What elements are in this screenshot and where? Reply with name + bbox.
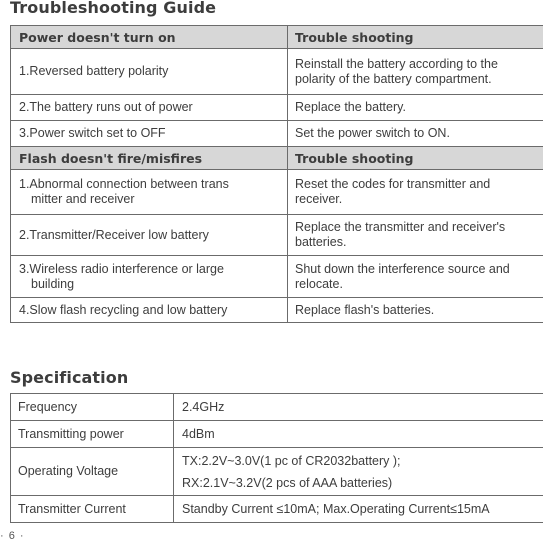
problem-text: 1.Abnormal connection between trans [19,177,229,191]
problem-text-cont: building [31,276,75,291]
problem-text: 3.Wireless radio interference or large [19,261,224,276]
spec-value: Standby Current ≤10mA; Max.Operating Current≤15mA [174,496,543,523]
solution-cell: Reset the codes for transmitter and receiver. [288,170,543,215]
specification-title: Specification [10,368,129,387]
specification-table [10,393,543,523]
table-row [11,448,543,496]
problem-cell [11,256,288,298]
spec-label: Transmitting power [11,421,174,448]
header-solution: Trouble shooting [288,147,543,170]
table-row [11,49,543,95]
troubleshooting-table [10,25,543,323]
header-solution: Trouble shooting [288,26,543,49]
solution-cell: Set the power switch to ON. [288,121,543,147]
table-row [11,421,543,448]
table-row [11,170,543,215]
header-problem: Flash doesn't fire/misfires [11,147,288,170]
section-header-flash [11,147,543,170]
solution-cell: Replace the transmitter and receiver's batteries. [288,215,543,256]
problem-cell: 3.Power switch set to OFF [11,121,288,147]
table-row [11,95,543,121]
spec-value-line: RX:2.1V~3.2V(2 pcs of AAA batteries) [182,475,393,490]
problem-cell [11,170,288,215]
solution-cell: Replace the battery. [288,95,543,121]
spec-label: Frequency [11,394,174,421]
problem-cell: 4.Slow flash recycling and low battery [11,298,288,323]
table-row [11,121,543,147]
header-problem: Power doesn't turn on [11,26,288,49]
section-header-power [11,26,543,49]
table-row [11,256,543,298]
problem-cell: 2.Transmitter/Receiver low battery [11,215,288,256]
troubleshooting-title: Troubleshooting Guide [10,0,217,17]
spec-value-line: TX:2.2V~3.0V(1 pc of CR2032battery ); [182,453,401,468]
table-row [11,496,543,523]
spec-value [174,448,543,496]
spec-value: 4dBm [174,421,543,448]
solution-cell: Replace flash's batteries. [288,298,543,323]
problem-text-cont: mitter and receiver [31,192,135,206]
page-number: · 6 · [0,530,25,542]
solution-cell: Reinstall the battery according to the polarity of the battery compartment. [288,49,543,95]
spec-value: 2.4GHz [174,394,543,421]
table-row [11,298,543,323]
table-row [11,394,543,421]
solution-cell: Shut down the interference source and relocate. [288,256,543,298]
problem-cell: 2.The battery runs out of power [11,95,288,121]
spec-label: Transmitter Current [11,496,174,523]
table-row [11,215,543,256]
problem-cell: 1.Reversed battery polarity [11,49,288,95]
spec-label: Operating Voltage [11,448,174,496]
